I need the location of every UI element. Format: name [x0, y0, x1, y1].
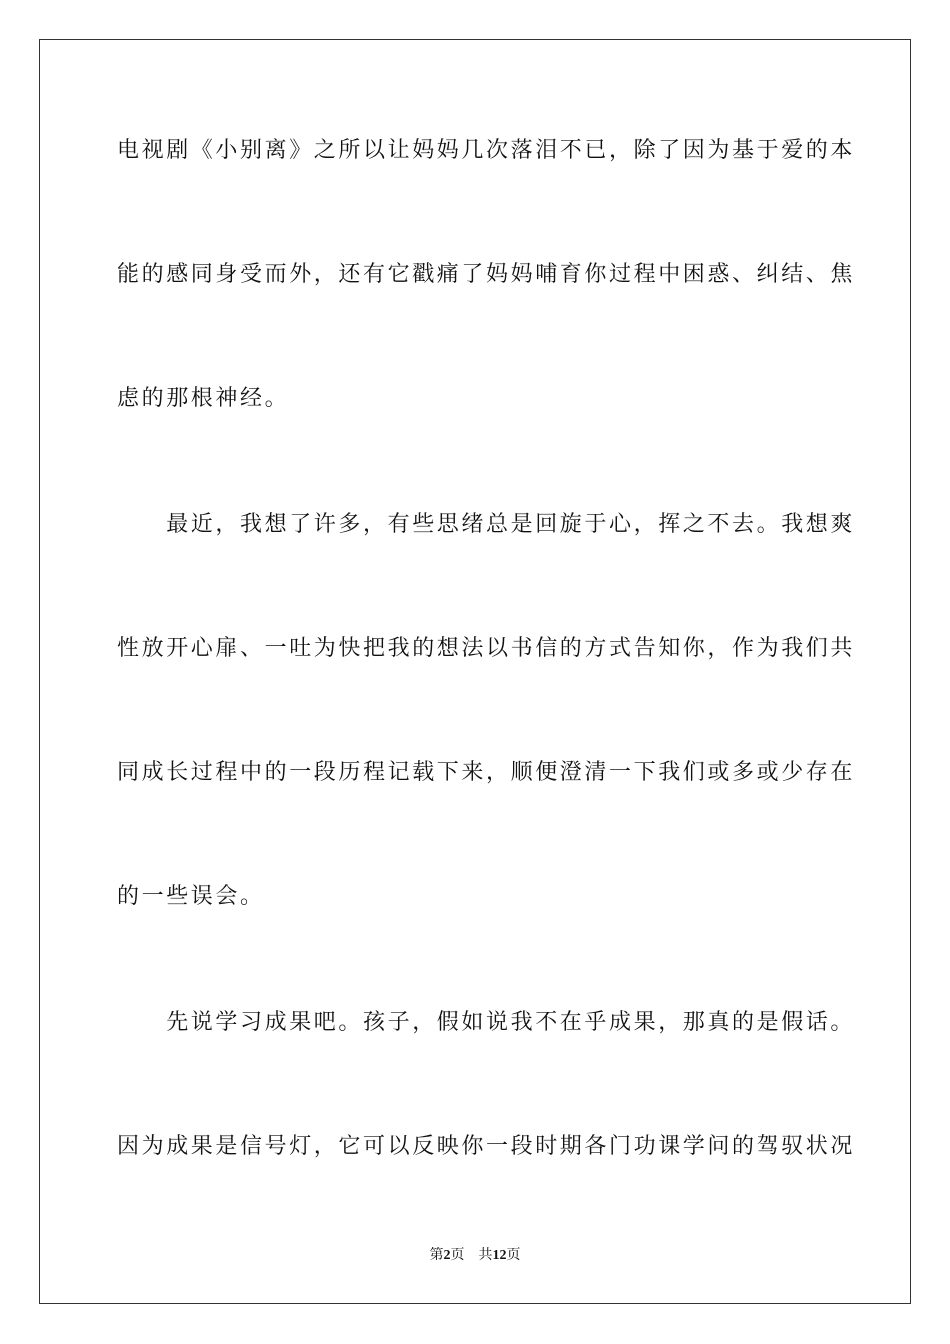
text-line-5: 性放开心扉、一吐为快把我的想法以书信的方式告知你，作为我们共: [117, 636, 856, 661]
page-number: 2: [443, 1248, 451, 1263]
text-line-1: 电视剧《小别离》之所以让妈妈几次落泪不已，除了因为基于爱的本: [117, 138, 856, 163]
text-line-2: 能的感同身受而外，还有它戳痛了妈妈哺育你过程中困惑、纠结、焦: [117, 262, 856, 287]
page-footer: [0, 1247, 950, 1265]
text-line-6: 同成长过程中的一段历程记载下来，顺便澄清一下我们或多或少存在: [117, 760, 856, 785]
text-line-4: 最近，我想了许多，有些思绪总是回旋于心，挥之不去。我想爽: [117, 512, 856, 537]
page-suffix: 页: [450, 1248, 465, 1263]
text-line-7: 的一些误会。: [117, 884, 265, 909]
text-line-8: 先说学习成果吧。孩子，假如说我不在乎成果，那真的是假话。: [117, 1010, 856, 1035]
total-pages: 12: [492, 1248, 507, 1263]
text-line-9: 因为成果是信号灯，它可以反映你一段时期各门功课学问的驾驭状况: [117, 1134, 856, 1159]
total-suffix: 页: [506, 1248, 521, 1263]
page-prefix: 第: [429, 1248, 444, 1263]
page-border: [39, 39, 911, 1304]
text-line-3: 虑的那根神经。: [117, 386, 290, 411]
total-prefix: 共: [478, 1248, 493, 1263]
